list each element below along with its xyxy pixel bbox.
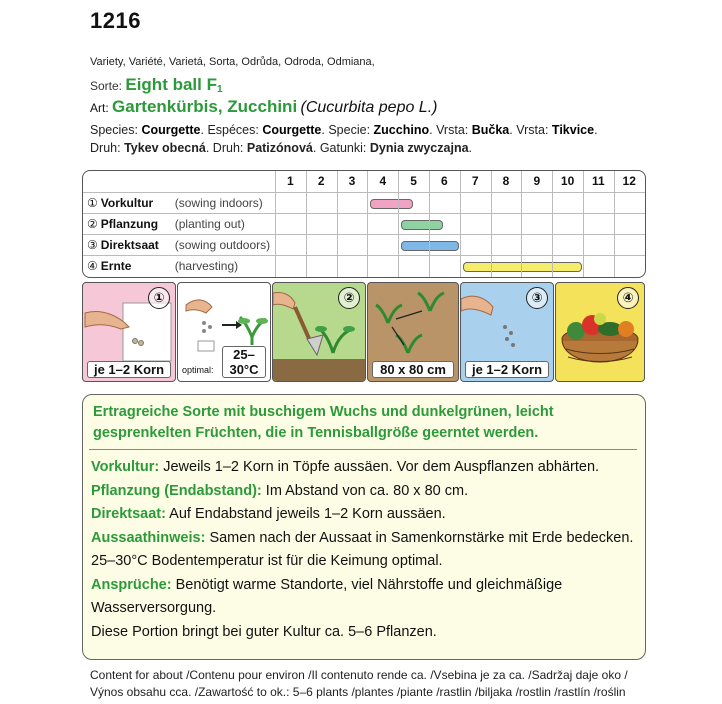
- instruction-key: Ansprüche:: [91, 576, 172, 593]
- month-header: 3: [348, 174, 356, 188]
- activity-name: Vorkultur: [100, 196, 154, 210]
- calendar-row-label: [87, 196, 263, 210]
- step-germination-image: [177, 282, 271, 382]
- species-line: [90, 97, 437, 117]
- druh-value: Tykev obecná: [124, 141, 206, 155]
- druh-separator: .: [468, 141, 473, 155]
- species-separator: .: [321, 123, 325, 137]
- species-value: Zucchino: [373, 123, 430, 137]
- calendar-row-ernte: [83, 255, 645, 277]
- step-caption: je 1–2 Korn: [87, 361, 171, 378]
- art-label: Art:: [90, 101, 109, 115]
- step-symbol: ④: [87, 259, 98, 273]
- instruction-key: Direktsaat:: [91, 506, 166, 522]
- activity-english: (sowing indoors): [174, 196, 263, 210]
- footer-line-2: Výnos obsahu cca. /Zawartość to ok.: 5–6 plants /plantes /piante /rastlin /biljaka /rostlin /rastlín /roślin: [90, 685, 626, 699]
- druh-label: Gatunki:: [319, 141, 367, 155]
- species-separator: .: [594, 123, 598, 137]
- step-number: ①: [148, 287, 170, 309]
- grid-line: [614, 171, 615, 277]
- calendar-row-label: [87, 217, 245, 231]
- druh-separator: .: [205, 141, 210, 155]
- instruction-text: Diese Portion bringt bei guter Kultur ca. 5–6 Pflanzen.: [91, 623, 437, 640]
- sorte-label: Sorte:: [90, 79, 123, 93]
- variety-description: Ertragreiche Sorte mit buschigem Wuchs und dunkelgrünen, leicht gesprenkelten Früchten, die in Tennisballgröße geerntet werden.: [93, 404, 554, 441]
- instruction-key: Pflanzung (Endabstand):: [91, 482, 262, 499]
- grid-line: [583, 171, 584, 277]
- cultivation-instructions: [91, 456, 639, 644]
- month-header: 4: [379, 174, 387, 188]
- step-number: ④: [617, 287, 639, 309]
- species-name: Gartenkürbis, Zucchini: [112, 97, 298, 116]
- step-number: ②: [338, 287, 360, 309]
- step-symbol: ③: [87, 238, 98, 252]
- instruction-text: Benötigt warme Standorte, viel Nährstoffe und gleichmäßige Wasserversorgung.: [91, 576, 563, 616]
- temperature-caption: 25–30°C: [222, 346, 266, 378]
- instruction-item: [91, 527, 639, 574]
- month-header: 1: [287, 174, 294, 188]
- grid-line: [367, 171, 368, 277]
- species-value: Tikvice: [551, 123, 595, 137]
- instruction-item: [91, 456, 639, 480]
- calendar-row-label: [87, 259, 238, 273]
- grid-line: [337, 171, 338, 277]
- species-label: Vrsta:: [516, 123, 549, 137]
- druh-translations: [90, 141, 472, 155]
- portion-footer: [90, 667, 628, 701]
- grid-line: [398, 171, 399, 277]
- step-planting-image: [272, 282, 366, 382]
- activity-english: (sowing outdoors): [174, 238, 271, 252]
- species-value: Courgette: [141, 123, 201, 137]
- druh-separator: .: [312, 141, 317, 155]
- step-symbol: ②: [87, 217, 98, 231]
- species-label: Specie:: [328, 123, 371, 137]
- instruction-key: Vorkultur:: [91, 459, 160, 475]
- activity-english: (planting out): [174, 217, 245, 231]
- month-header: 5: [410, 174, 417, 188]
- month-header: 10: [560, 174, 575, 188]
- calendar-row-pflanzung: [83, 213, 645, 235]
- calendar-period-bar: [401, 220, 443, 230]
- month-header: 7: [471, 174, 479, 188]
- species-separator: .: [429, 123, 433, 137]
- footer-line-1: Content for about /Contenu pour environ /Il contenuto rende ca. /Vsebina je za ca. /Sadržaj daje oko /: [90, 668, 628, 682]
- activity-name: Direktsaat: [100, 238, 159, 252]
- instruction-item: [91, 621, 639, 645]
- sowing-calendar: [82, 170, 646, 278]
- grid-line: [491, 171, 492, 277]
- step-sowing-indoors-image: [82, 282, 176, 382]
- month-header: 11: [592, 174, 605, 188]
- species-label: Species:: [90, 123, 138, 137]
- species-label: Espéces:: [207, 123, 259, 137]
- divider: [89, 449, 637, 450]
- druh-label: Druh:: [90, 141, 121, 155]
- calendar-header-row: [83, 171, 645, 192]
- calendar-row-label: [87, 238, 270, 252]
- step-direct-sowing-image: [460, 282, 554, 382]
- species-separator: .: [200, 123, 204, 137]
- druh-value: Patizónová: [246, 141, 313, 155]
- variety-line: [90, 75, 223, 95]
- latin-name: (Cucurbita pepo L.): [300, 99, 438, 116]
- spacing-caption: 80 x 80 cm: [372, 361, 454, 378]
- grid-line: [306, 171, 307, 277]
- grid-line: [645, 171, 646, 277]
- product-number: 1216: [90, 8, 141, 33]
- activity-name: Pflanzung: [100, 217, 159, 231]
- instruction-text: Samen nach der Aussaat in Samenkornstärke mit Erde bedecken. 25–30°C Bodentemperatur ist für die Keimung optimal.: [91, 529, 634, 569]
- instruction-text: Auf Endabstand jeweils 1–2 Korn aussäen.: [165, 506, 446, 522]
- calendar-period-bar: [370, 199, 412, 209]
- species-label: Vrsta:: [436, 123, 469, 137]
- species-value: Courgette: [262, 123, 322, 137]
- druh-label: Druh:: [212, 141, 244, 155]
- grid-line: [275, 171, 276, 277]
- grid-line: [429, 171, 430, 277]
- instruction-item: [91, 503, 639, 527]
- month-header: 12: [622, 174, 636, 188]
- month-header: 9: [533, 174, 541, 188]
- instruction-key: Aussaathinweis:: [91, 529, 206, 546]
- instruction-item: [91, 480, 639, 504]
- instruction-item: [91, 574, 639, 621]
- calendar-row-vorkultur: [83, 192, 645, 214]
- step-harvest-image: [555, 282, 645, 382]
- instruction-text: Jeweils 1–2 Korn in Töpfe aussäen. Vor dem Auspflanzen abhärten.: [159, 459, 600, 475]
- grid-line: [521, 171, 522, 277]
- grid-line: [460, 171, 461, 277]
- optimal-label: optimal:: [182, 365, 214, 375]
- step-symbol: ①: [87, 196, 98, 210]
- druh-value: Dynia zwyczajna: [369, 141, 469, 155]
- step-caption: je 1–2 Korn: [465, 361, 549, 378]
- variety-name: Eight ball $F_1$: [125, 75, 223, 95]
- species-separator: .: [509, 123, 513, 137]
- cultivation-info-box: [82, 394, 646, 660]
- month-header: 2: [317, 174, 325, 188]
- step-number: ③: [526, 287, 548, 309]
- instruction-text: Im Abstand von ca. 80 x 80 cm.: [261, 482, 469, 499]
- calendar-row-direktsaat: [83, 234, 645, 256]
- month-header: 6: [441, 174, 448, 188]
- step-spacing-image: [367, 282, 459, 382]
- month-header: 8: [502, 174, 510, 188]
- species-value: Bučka: [471, 123, 510, 137]
- species-translations: [90, 123, 598, 137]
- grid-line: [552, 171, 553, 277]
- variety-translations: Variety, Variété, Varietá, Sorta, Odrůda, Odroda, Odmiana,: [90, 56, 375, 68]
- activity-name: Ernte: [100, 259, 132, 273]
- calendar-period-bar: [463, 262, 582, 272]
- activity-english: (harvesting): [174, 259, 239, 273]
